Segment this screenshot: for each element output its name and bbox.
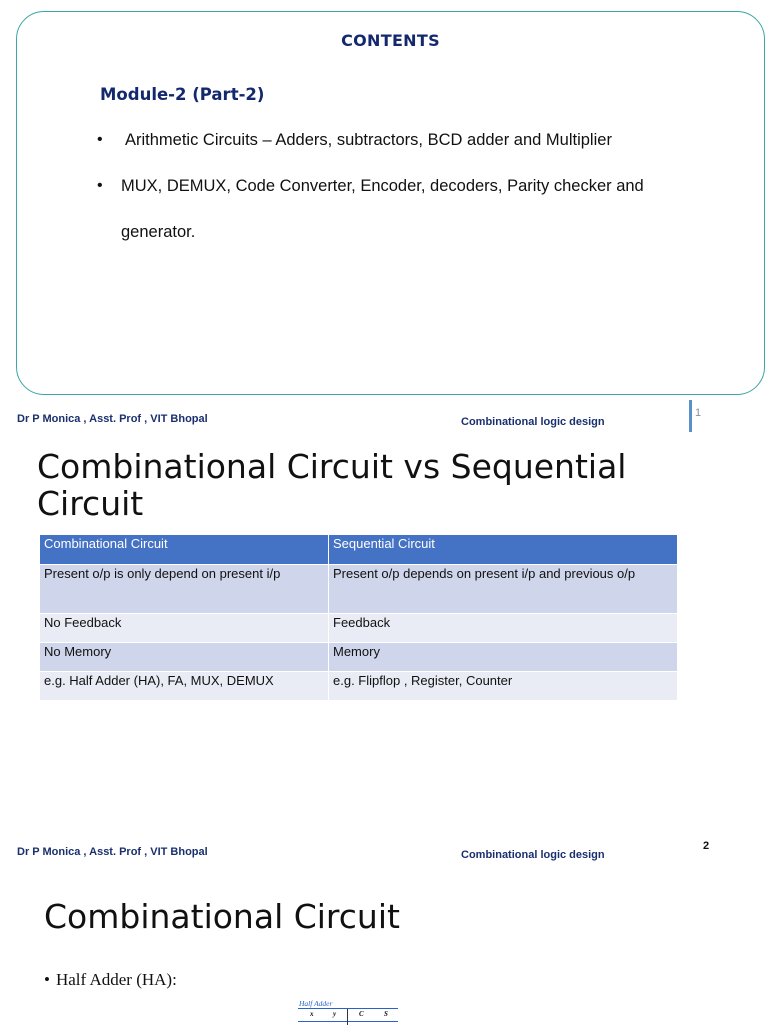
page-number-divider: [689, 400, 692, 432]
truth-table-column: C: [359, 1010, 364, 1018]
table-header-cell: Sequential Circuit: [329, 535, 678, 565]
bullet-icon: •: [97, 177, 103, 194]
slide-bullet-text: Half Adder (HA):: [55, 970, 177, 989]
footer-topic: Combinational logic design: [461, 416, 605, 428]
page-number: 1: [695, 407, 702, 419]
bullet-icon: •: [97, 131, 103, 148]
contents-bullet-2: [97, 163, 697, 255]
table-cell: Present o/p is only depend on present i/p: [40, 565, 329, 614]
table-cell: No Memory: [40, 643, 329, 672]
bullet-icon: •: [44, 970, 50, 989]
comparison-table: [39, 534, 678, 701]
contents-bullet-text: Arithmetic Circuits – Adders, subtractors, BCD adder and Multiplier: [125, 131, 612, 149]
contents-slide: [16, 11, 765, 395]
figure-caption: Half Adder: [299, 999, 333, 1008]
footer-topic: Combinational logic design: [461, 849, 605, 861]
page-number: 2: [703, 840, 710, 852]
slide-bullet: [44, 970, 177, 990]
table-row: [40, 565, 678, 614]
truth-table-divider: [347, 1009, 348, 1025]
footer-author: Dr P Monica , Asst. Prof , VIT Bhopal: [17, 846, 208, 858]
slide-title: Combinational Circuit: [44, 897, 400, 936]
truth-table-header: [298, 1008, 398, 1022]
half-adder-truth-table-figure: [296, 998, 398, 1024]
table-header-row: [40, 535, 678, 565]
truth-table-column: x: [310, 1010, 314, 1018]
table-cell: Present o/p depends on present i/p and previous o/p: [329, 565, 678, 614]
table-row: [40, 643, 678, 672]
module-heading: Module-2 (Part-2): [100, 85, 265, 104]
slide-title: Combinational Circuit vs Sequential Circuit: [37, 447, 627, 523]
truth-table-column: S: [384, 1010, 388, 1018]
truth-table-column: y: [333, 1010, 337, 1018]
footer-author: Dr P Monica , Asst. Prof , VIT Bhopal: [17, 413, 208, 425]
contents-bullet-text: MUX, DEMUX, Code Converter, Encoder, decoders, Parity checker and generator.: [121, 177, 644, 241]
table-cell: Memory: [329, 643, 678, 672]
table-cell: Feedback: [329, 614, 678, 643]
contents-bullet-1: [97, 117, 697, 163]
table-row: [40, 614, 678, 643]
table-cell: e.g. Flipflop , Register, Counter: [329, 672, 678, 701]
table-cell: e.g. Half Adder (HA), FA, MUX, DEMUX: [40, 672, 329, 701]
table-row: [40, 672, 678, 701]
table-header-cell: Combinational Circuit: [40, 535, 329, 565]
contents-title: CONTENTS: [341, 31, 440, 50]
table-cell: No Feedback: [40, 614, 329, 643]
